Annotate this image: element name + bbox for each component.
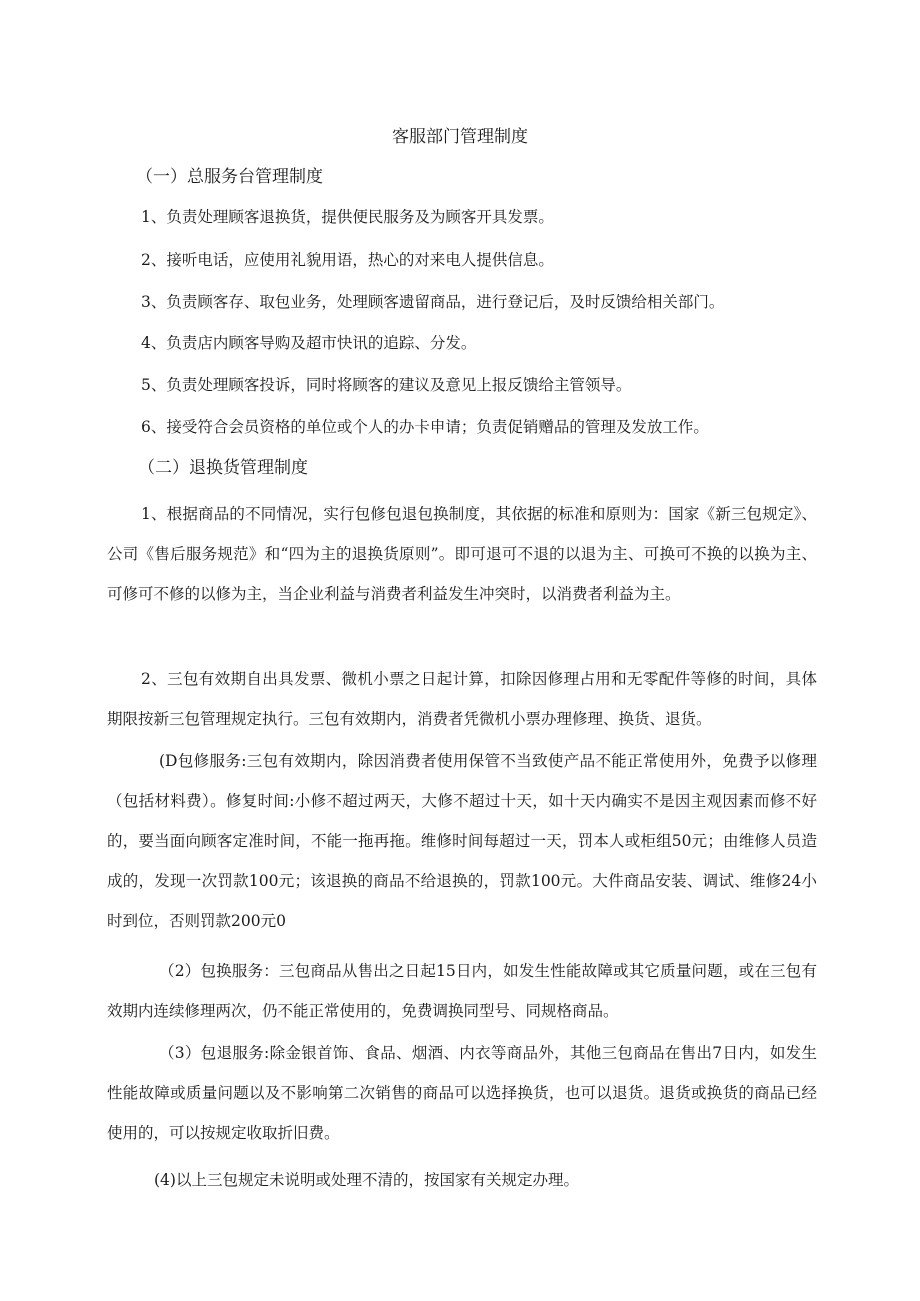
list-item: 1、负责处理顾客退换货，提供便民服务及为顾客开具发票。	[141, 208, 554, 226]
section-heading-front-desk: （一）总服务台管理制度	[136, 167, 323, 187]
list-item: 2、接听电话，应使用礼貌用语，热心的对来电人提供信息。	[141, 251, 554, 269]
list-item: 3、负责顾客存、取包业务，处理顾客遗留商品，进行登记后，及时反馈给相关部门。	[141, 293, 725, 311]
list-item: 5、负责处理顾客投诉，同时将顾客的建议及意见上报反馈给主管领导。	[141, 376, 632, 394]
paragraph-warranty-period: 2、三包有效期自出具发票、微机小票之日起计算，扣除因修理占用和无零配件等修的时间，具体期限按新三包管理规定执行。三包有效期内，消费者凭微机小票办理修理、换货、退货。	[107, 670, 817, 728]
section-heading-returns: （二）退换货管理制度	[138, 458, 308, 478]
paragraph-refund-service: （3）包退服务:除金银首饰、食品、烟酒、内衣等商品外，其他三包商品在售出7日内，如发生性能故障或质量问题以及不影响第二次销售的商品可以选择换货，也可以退货。退货或换货的商品已经使用的，可以按规定收取折旧费。	[107, 1044, 817, 1142]
paragraph-principles: 1、根据商品的不同情况，实行包修包退包换制度，其依据的标准和原则为：国家《新三包规定》、公司《售后服务规范》和“四为主的退换货原则”。即可退可不退的以退为主、可换可不换的以换为主、可修可不修的以修为主，当企业利益与消费者利益发生冲突时，以消费者利益为主。	[107, 505, 817, 603]
paragraph-repair-service: (D包修服务:三包有效期内，除因消费者使用保管不当致使产品不能正常使用外，免费予以修理（包括材料费）。修复时间:小修不超过两天，大修不超过十天，如十天内确实不是因主观因素而修不好的，要当面向顾客定准时间，不能一拖再拖。维修时间每超过一天，罚本人或柜组50元；由维修人员造成的，发现一次罚款100元；该退换的商品不给退换的，罚款100元。大件商品安装、调试、维修24小时到位，否则罚款200元0	[107, 752, 817, 930]
list-item: 6、接受符合会员资格的单位或个人的办卡申请；负责促销赠品的管理及发放工作。	[141, 418, 709, 436]
document-title: 客服部门管理制度	[392, 127, 528, 147]
list-item: 4、负责店内顾客导购及超市快讯的追踪、分发。	[141, 334, 477, 352]
paragraph-closing: (4)以上三包规定未说明或处理不清的，按国家有关规定办理。	[154, 1171, 579, 1189]
paragraph-exchange-service: （2）包换服务：三包商品从售出之日起15日内，如发生性能故障或其它质量问题，或在三包有效期内连续修理两次，仍不能正常使用的，免费调换同型号、同规格商品。	[107, 962, 817, 1020]
